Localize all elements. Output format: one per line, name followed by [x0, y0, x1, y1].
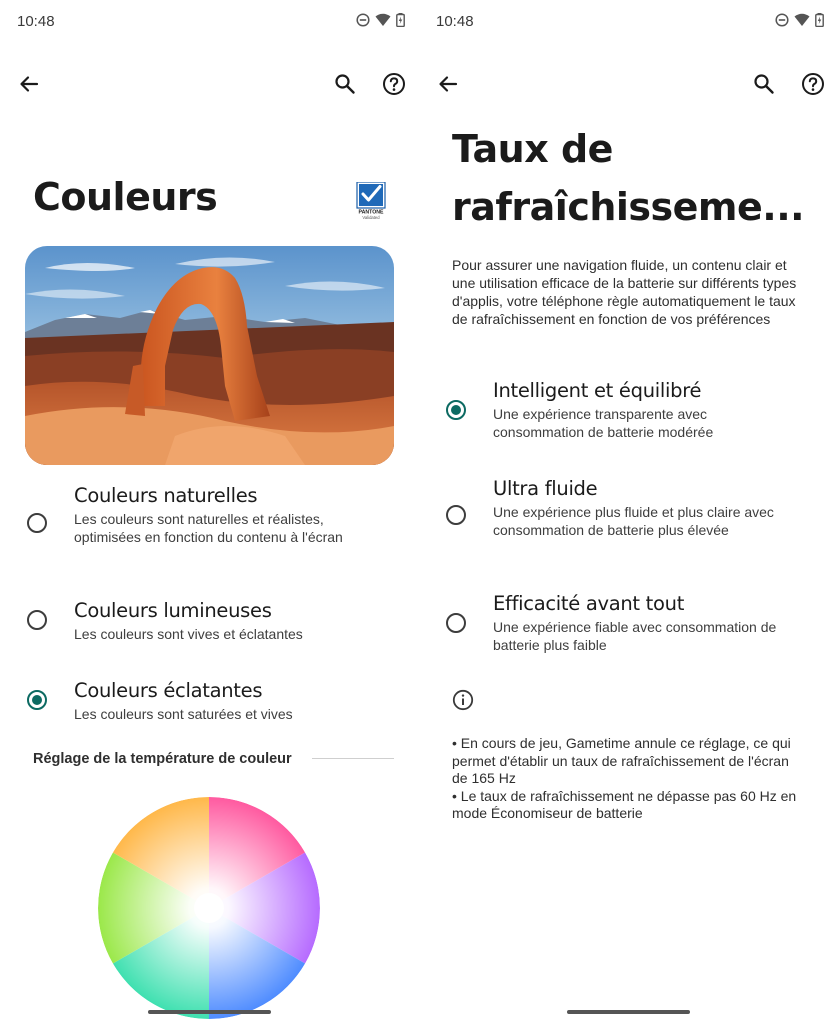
help-button[interactable] — [799, 70, 827, 98]
intro-text: Pour assurer une navigation fluide, un contenu clair et une utilisation efficace de la batterie sur différents types d'applis, votre téléphone règle automatiquement le taux de rafraîchissement en fonction de vos préférences — [452, 257, 797, 327]
pantone-validated-logo — [356, 182, 386, 220]
option-description: Les couleurs sont saturées et vives — [74, 706, 293, 722]
search-icon — [334, 73, 356, 95]
status-time: 10:48 — [436, 13, 474, 30]
battery-charging-icon — [396, 13, 405, 27]
option-title: Ultra fluide — [493, 477, 598, 500]
page-title-line1: Taux de — [452, 127, 613, 171]
page-title-line2: rafraîchisseme... — [452, 185, 805, 229]
status-time: 10:48 — [17, 13, 55, 30]
section-divider — [312, 758, 394, 759]
status-icons — [775, 13, 824, 27]
preview-landscape-image — [25, 246, 394, 465]
help-icon — [801, 72, 825, 96]
refresh-rate-settings-screen — [419, 0, 838, 1024]
option-title: Couleurs naturelles — [74, 484, 258, 507]
option-description: Les couleurs sont vives et éclatantes — [74, 626, 303, 642]
option-description: Une expérience transparente avec consommation de batterie modérée — [493, 406, 714, 440]
pantone-brand: PANTONE — [358, 209, 384, 216]
color-picker-thumb[interactable] — [194, 893, 224, 923]
footnotes — [452, 735, 802, 823]
option-title: Intelligent et équilibré — [493, 379, 702, 402]
help-button[interactable] — [380, 70, 408, 98]
option-description: Une expérience plus fluide et plus claire avec consommation de batterie plus élevée — [493, 504, 774, 538]
footnote-gametime: • En cours de jeu, Gametime annule ce réglage, ce qui permet d'établir un taux de rafraîchissement de l'écran de 165 Hz — [452, 735, 791, 786]
radio-efficacite-avant-tout[interactable] — [446, 613, 466, 633]
info-icon — [452, 689, 474, 711]
dnd-icon — [356, 13, 370, 27]
page-title — [452, 120, 832, 236]
search-button[interactable] — [331, 70, 359, 98]
search-icon — [753, 73, 775, 95]
status-icons — [356, 13, 405, 27]
radio-couleurs-eclatantes[interactable] — [27, 690, 47, 710]
help-icon — [382, 72, 406, 96]
radio-intelligent-equilibre[interactable] — [446, 400, 466, 420]
wifi-icon — [794, 13, 810, 27]
radio-ultra-fluide[interactable] — [446, 505, 466, 525]
gesture-nav-bar[interactable] — [567, 1010, 690, 1014]
back-button[interactable] — [15, 70, 43, 98]
color-temperature-wheel[interactable] — [98, 797, 320, 1019]
option-description: Les couleurs sont naturelles et réalistes, optimisées en fonction du contenu à l'écran — [74, 511, 343, 545]
dnd-icon — [775, 13, 789, 27]
pantone-subtitle: Validated — [362, 215, 380, 220]
back-arrow-icon — [438, 74, 458, 94]
option-title: Couleurs éclatantes — [74, 679, 263, 702]
page-title: Couleurs — [33, 175, 218, 219]
option-title: Efficacité avant tout — [493, 592, 685, 615]
back-arrow-icon — [19, 74, 39, 94]
back-button[interactable] — [434, 70, 462, 98]
radio-couleurs-naturelles[interactable] — [27, 513, 47, 533]
wifi-icon — [375, 13, 391, 27]
option-title: Couleurs lumineuses — [74, 599, 272, 622]
gesture-nav-bar[interactable] — [148, 1010, 271, 1014]
section-header-color-temperature: Réglage de la température de couleur — [33, 751, 292, 767]
footnote-battery-saver: • Le taux de rafraîchissement ne dépasse pas 60 Hz en mode Économiseur de batterie — [452, 787, 797, 821]
option-description: Une expérience fiable avec consommation de batterie plus faible — [493, 619, 777, 653]
battery-charging-icon — [815, 13, 824, 27]
search-button[interactable] — [750, 70, 778, 98]
radio-couleurs-lumineuses[interactable] — [27, 610, 47, 630]
